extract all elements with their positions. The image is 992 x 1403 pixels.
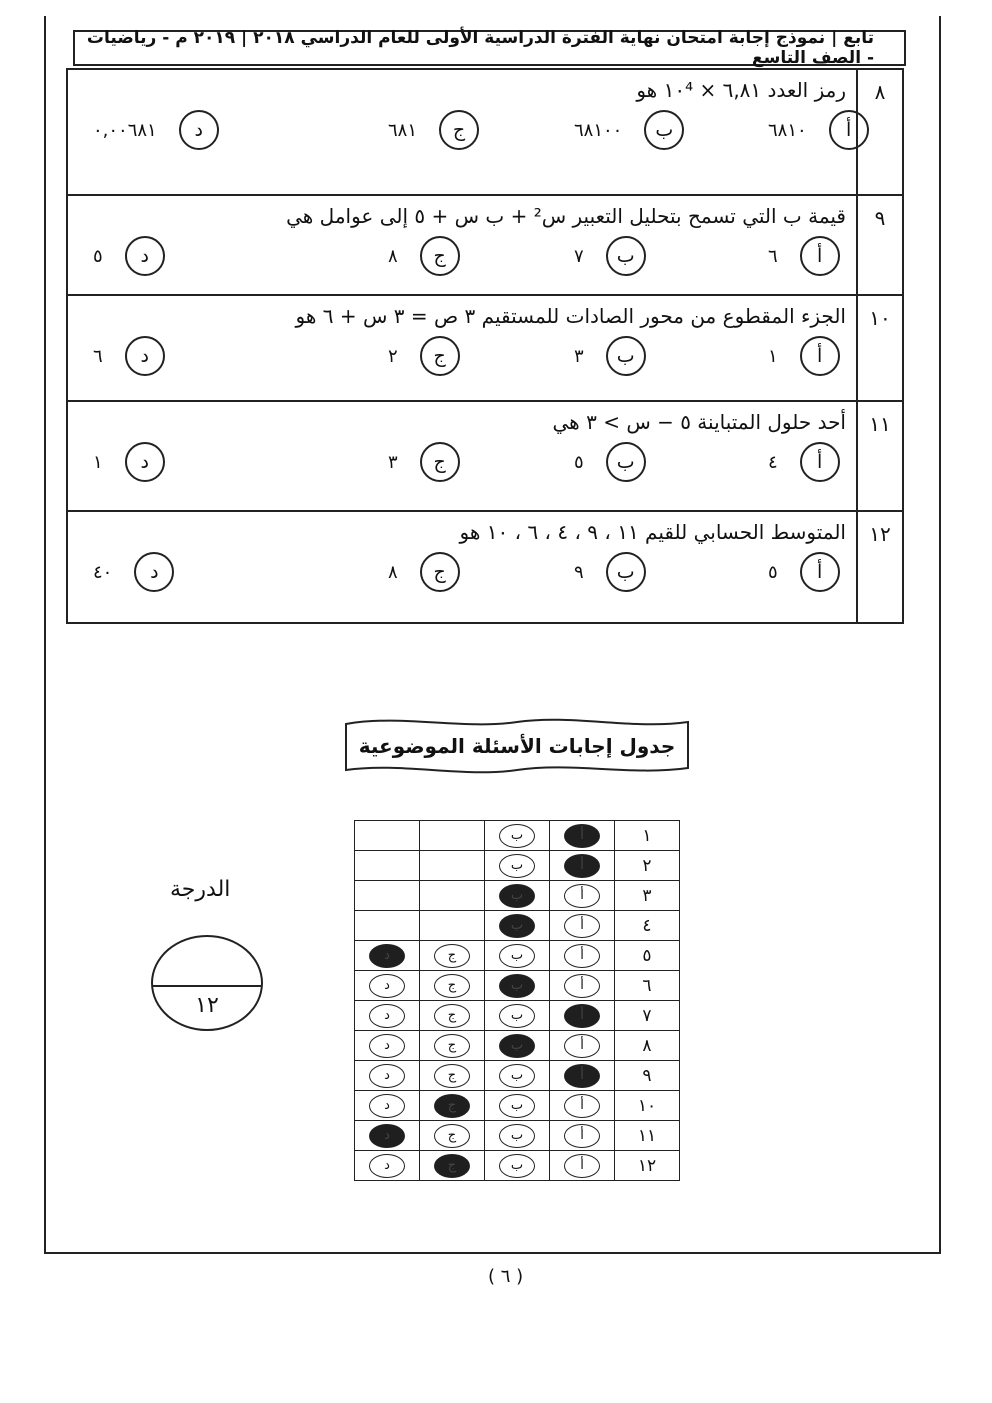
option-value: ٧: [574, 245, 584, 267]
page-header: تابع | نموذج إجابة امتحان نهاية الفترة الدراسية الأولى للعام الدراسي ٢٠١٨ | ٢٠١٩ م - رياضيات - الصف التاسع: [73, 30, 906, 66]
question-options: [68, 328, 856, 388]
option-letter-circle: د: [134, 552, 174, 592]
option-letter-circle: ب: [606, 336, 646, 376]
question-text: رمز العدد ٦,٨١ × ١٠⁴ هو: [636, 78, 846, 102]
answer-row-number: ٢: [615, 851, 680, 881]
option-a: [768, 236, 840, 276]
answer-bubble-filled[interactable]: ب: [499, 884, 535, 908]
option-letter-circle: أ: [800, 552, 840, 592]
grade-value: ١٢: [195, 993, 219, 1018]
option-value: ١: [768, 345, 778, 367]
answer-cell: [485, 1031, 550, 1061]
option-d: [93, 236, 165, 276]
answer-row: [355, 971, 680, 1001]
answer-bubble[interactable]: ب: [499, 824, 535, 848]
question-number: ١١: [857, 401, 903, 511]
answer-bubble[interactable]: ب: [499, 1094, 535, 1118]
answer-bubble[interactable]: أ: [564, 944, 600, 968]
answers-title: جدول إجابات الأسئلة الموضوعية: [358, 734, 676, 758]
answer-bubble-filled[interactable]: أ: [564, 854, 600, 878]
question-text: قيمة ب التي تسمح بتحليل التعبير س² + ب س + ٥ إلى عوامل هي: [286, 204, 846, 228]
answer-bubble-filled[interactable]: ب: [499, 914, 535, 938]
answer-cell: [420, 1001, 485, 1031]
answer-cell: [355, 1091, 420, 1121]
option-d: [93, 552, 174, 592]
question-number: ٩: [857, 195, 903, 295]
answers-title-banner: [342, 716, 692, 776]
answer-row: [355, 881, 680, 911]
answer-bubble[interactable]: ج: [434, 1034, 470, 1058]
answer-row: [355, 941, 680, 971]
answer-cell: [420, 1091, 485, 1121]
answer-bubble[interactable]: ج: [434, 1124, 470, 1148]
option-a: [768, 552, 840, 592]
answer-bubble[interactable]: ج: [434, 944, 470, 968]
answer-bubble[interactable]: ج: [434, 1004, 470, 1028]
answer-cell: [420, 851, 485, 881]
option-value: ٤: [768, 451, 778, 473]
option-c: [388, 552, 460, 592]
question-options: [68, 544, 856, 604]
question-row: [67, 401, 903, 511]
option-value: ٨: [388, 245, 398, 267]
option-letter-circle: ج: [420, 336, 460, 376]
option-letter-circle: أ: [800, 336, 840, 376]
option-letter-circle: ب: [606, 552, 646, 592]
answer-bubble-filled[interactable]: أ: [564, 824, 600, 848]
option-value: ٣: [388, 451, 398, 473]
answer-cell: [355, 1031, 420, 1061]
answer-row-number: ٦: [615, 971, 680, 1001]
answer-bubble[interactable]: ج: [434, 974, 470, 998]
answer-row-number: ١: [615, 821, 680, 851]
answer-row: [355, 1091, 680, 1121]
option-letter-circle: د: [125, 336, 165, 376]
option-a: [768, 110, 869, 150]
answer-row-number: ٩: [615, 1061, 680, 1091]
answer-cell: [355, 881, 420, 911]
questions-table: [66, 68, 904, 624]
option-letter-circle: ج: [439, 110, 479, 150]
option-c: [388, 442, 460, 482]
option-b: [574, 110, 684, 150]
answer-bubble[interactable]: د: [369, 1034, 405, 1058]
option-d: [93, 442, 165, 482]
answer-cell: [550, 941, 615, 971]
answer-cell: [485, 1121, 550, 1151]
answer-row-number: ٤: [615, 911, 680, 941]
option-c: [388, 336, 460, 376]
option-value: ٦٨١٠٠: [574, 119, 623, 141]
page-number: ( ٦ ): [488, 1266, 524, 1287]
answer-bubble[interactable]: ب: [499, 1154, 535, 1178]
answer-cell: [355, 941, 420, 971]
question-row: [67, 295, 903, 401]
answer-cell: [550, 971, 615, 1001]
answer-row-number: ٨: [615, 1031, 680, 1061]
answer-cell: [355, 1001, 420, 1031]
option-letter-circle: د: [125, 236, 165, 276]
option-a: [768, 336, 840, 376]
option-value: ٤٠: [93, 561, 113, 583]
option-a: [768, 442, 840, 482]
answer-cell: [420, 821, 485, 851]
answer-row: [355, 1121, 680, 1151]
question-number: ٨: [857, 69, 903, 195]
answer-bubble[interactable]: ج: [434, 1064, 470, 1088]
answer-bubble[interactable]: ب: [499, 1124, 535, 1148]
answer-cell: [485, 1151, 550, 1181]
answer-bubble[interactable]: د: [369, 1064, 405, 1088]
option-letter-circle: ج: [420, 552, 460, 592]
question-text: أحد حلول المتباينة ٥ − س > ٣ هي: [552, 410, 846, 434]
answer-cell: [485, 851, 550, 881]
answer-bubble[interactable]: أ: [564, 1154, 600, 1178]
answer-bubble-filled[interactable]: ب: [499, 1034, 535, 1058]
answer-cell: [550, 821, 615, 851]
answer-cell: [420, 941, 485, 971]
answer-bubble[interactable]: ب: [499, 1064, 535, 1088]
answer-cell: [485, 971, 550, 1001]
option-c: [388, 236, 460, 276]
option-value: ٥: [93, 245, 103, 267]
answer-cell: [485, 1091, 550, 1121]
answer-cell: [355, 911, 420, 941]
answer-cell: [550, 911, 615, 941]
answer-cell: [550, 1121, 615, 1151]
option-letter-circle: ب: [606, 442, 646, 482]
answer-cell: [485, 1061, 550, 1091]
answer-row-number: ١٠: [615, 1091, 680, 1121]
option-b: [574, 336, 646, 376]
answer-row: [355, 1151, 680, 1181]
answer-bubble[interactable]: أ: [564, 1034, 600, 1058]
option-letter-circle: ب: [606, 236, 646, 276]
answer-cell: [420, 1151, 485, 1181]
answer-row-number: ٧: [615, 1001, 680, 1031]
answer-cell: [550, 1031, 615, 1061]
option-value: ٣: [574, 345, 584, 367]
option-value: ٨: [388, 561, 398, 583]
answer-bubble-filled[interactable]: أ: [564, 1064, 600, 1088]
option-c: [388, 110, 479, 150]
answer-cell: [485, 881, 550, 911]
option-value: ١: [93, 451, 103, 473]
answer-bubble-filled[interactable]: أ: [564, 1004, 600, 1028]
grade-label: الدرجة: [170, 877, 231, 902]
answer-bubble[interactable]: أ: [564, 974, 600, 998]
option-b: [574, 442, 646, 482]
answer-row-number: ٥: [615, 941, 680, 971]
answer-bubble[interactable]: د: [369, 1094, 405, 1118]
answer-bubble-filled[interactable]: د: [369, 944, 405, 968]
answer-cell: [485, 941, 550, 971]
answer-row: [355, 911, 680, 941]
grade-circle: [151, 935, 263, 1031]
question-options: [68, 434, 856, 494]
question-options: [68, 228, 856, 288]
answer-bubble[interactable]: ب: [499, 1004, 535, 1028]
answer-bubble-filled[interactable]: ج: [434, 1154, 470, 1178]
answer-bubble-filled[interactable]: د: [369, 1124, 405, 1148]
option-value: ٥: [768, 561, 778, 583]
answer-cell: [355, 851, 420, 881]
answer-row: [355, 1061, 680, 1091]
option-value: ٦: [768, 245, 778, 267]
answer-cell: [550, 1151, 615, 1181]
answer-bubble[interactable]: أ: [564, 1094, 600, 1118]
option-letter-circle: أ: [800, 442, 840, 482]
answer-bubble[interactable]: ب: [499, 944, 535, 968]
option-letter-circle: ج: [420, 442, 460, 482]
answer-row: [355, 851, 680, 881]
answer-bubble-filled[interactable]: ب: [499, 974, 535, 998]
option-b: [574, 552, 646, 592]
answer-cell: [485, 911, 550, 941]
answer-cell: [485, 821, 550, 851]
question-text: المتوسط الحسابي للقيم ١١ ، ٩ ، ٤ ، ٦ ، ١٠ هو: [459, 520, 846, 544]
option-letter-circle: د: [125, 442, 165, 482]
question-number: ١٠: [857, 295, 903, 401]
answer-bubble[interactable]: أ: [564, 914, 600, 938]
question-number: ١٢: [857, 511, 903, 623]
answer-cell: [550, 1061, 615, 1091]
answer-bubble-filled[interactable]: ج: [434, 1094, 470, 1118]
answer-row-number: ٣: [615, 881, 680, 911]
answer-cell: [485, 1001, 550, 1031]
option-value: ٦٨١: [388, 119, 418, 141]
answer-bubble[interactable]: أ: [564, 1124, 600, 1148]
answer-cell: [420, 971, 485, 1001]
question-row: [67, 195, 903, 295]
option-letter-circle: د: [179, 110, 219, 150]
question-options: [68, 102, 856, 162]
answer-cell: [355, 821, 420, 851]
option-letter-circle: ج: [420, 236, 460, 276]
answer-cell: [420, 1031, 485, 1061]
answer-row: [355, 1001, 680, 1031]
answer-bubble[interactable]: د: [369, 1004, 405, 1028]
answer-row: [355, 821, 680, 851]
answer-cell: [355, 971, 420, 1001]
answer-cell: [550, 1001, 615, 1031]
option-d: [93, 336, 165, 376]
option-letter-circle: أ: [800, 236, 840, 276]
answer-cell: [355, 1061, 420, 1091]
option-letter-circle: ب: [644, 110, 684, 150]
question-row: [67, 511, 903, 623]
option-value: ٦: [93, 345, 103, 367]
option-value: ٦٨١٠: [768, 119, 807, 141]
question-row: [67, 69, 903, 195]
answer-cell: [550, 1091, 615, 1121]
option-b: [574, 236, 646, 276]
answer-row-number: ١٢: [615, 1151, 680, 1181]
option-value: ٠,٠٠٦٨١: [93, 119, 157, 141]
answer-bubble[interactable]: د: [369, 1154, 405, 1178]
answer-cell: [420, 1061, 485, 1091]
question-text: الجزء المقطوع من محور الصادات للمستقيم ٣ ص = ٣ س + ٦ هو: [295, 304, 846, 328]
option-letter-circle: أ: [829, 110, 869, 150]
answer-cell: [420, 1121, 485, 1151]
answer-cell: [420, 911, 485, 941]
answer-cell: [355, 1151, 420, 1181]
answer-cell: [550, 851, 615, 881]
answer-bubble[interactable]: ب: [499, 854, 535, 878]
option-value: ٥: [574, 451, 584, 473]
option-value: ٢: [388, 345, 398, 367]
answer-bubble[interactable]: د: [369, 974, 405, 998]
answer-row-number: ١١: [615, 1121, 680, 1151]
answer-cell: [550, 881, 615, 911]
answers-table: [354, 820, 680, 1181]
answer-cell: [355, 1121, 420, 1151]
answer-cell: [420, 881, 485, 911]
option-value: ٩: [574, 561, 584, 583]
answer-bubble[interactable]: أ: [564, 884, 600, 908]
answer-row: [355, 1031, 680, 1061]
option-d: [93, 110, 219, 150]
